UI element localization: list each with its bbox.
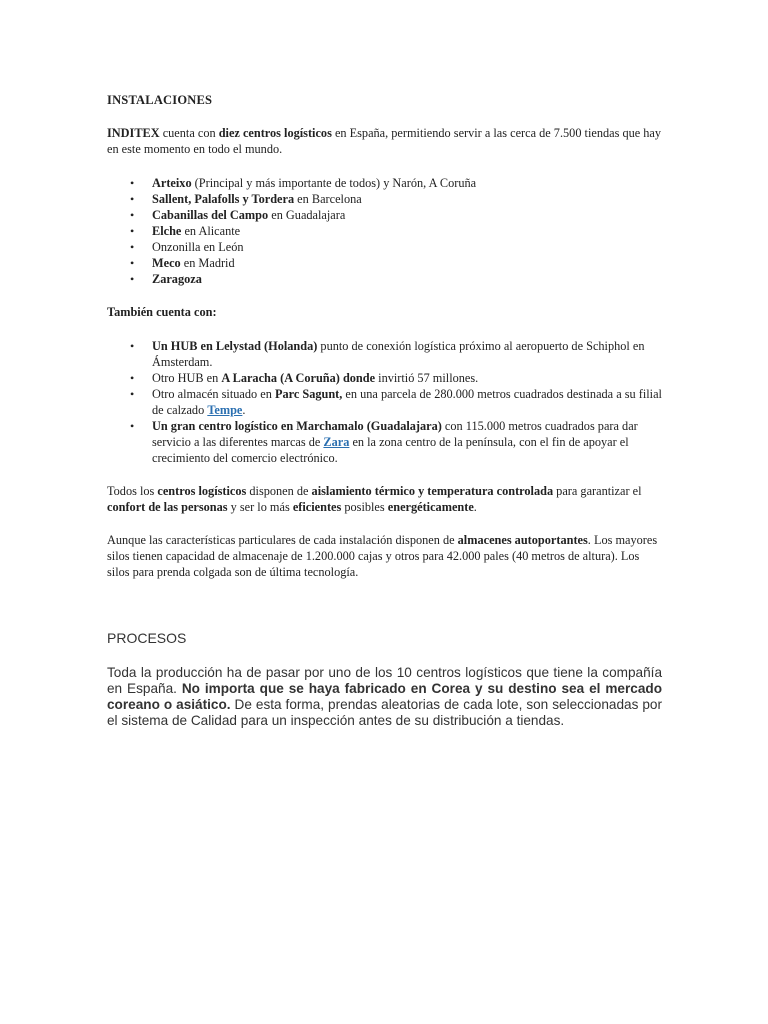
heading-instalaciones: INSTALACIONES — [107, 93, 213, 107]
link-zara[interactable]: Zara — [323, 435, 350, 449]
link-tempe[interactable]: Tempe — [207, 403, 243, 417]
subheading-tambien: También cuenta con: — [107, 305, 217, 319]
paragraph-centros: Todos los centros logísticos disponen de aislamiento térmico y temperatura controlada para garantizar el confort de las personas y ser lo más eficientes posibles energéticamente. — [107, 484, 642, 514]
list-item: • Meco en Madrid — [107, 255, 663, 271]
list-item: • Otro almacén situado en Parc Sagunt, en una parcela de 280.000 metros cuadrados destinada a su filial de calzado Tempe. — [107, 386, 663, 418]
list-item: • Otro HUB en A Laracha (A Coruña) donde invirtió 57 millones. — [107, 370, 663, 386]
logistic-centers-list — [107, 175, 663, 287]
brand-inditex: INDITEX — [107, 126, 160, 140]
list-item: • Zaragoza — [107, 271, 663, 287]
list-item: • Onzonilla en León — [107, 239, 663, 255]
list-item: • Un HUB en Lelystad (Holanda) punto de conexión logística próximo al aeropuerto de Schiphol en Ámsterdam. — [107, 338, 663, 370]
list-item: • Cabanillas del Campo en Guadalajara — [107, 207, 663, 223]
other-facilities-list — [107, 338, 663, 466]
list-item: • Elche en Alicante — [107, 223, 663, 239]
intro-paragraph: INDITEX cuenta con diez centros logísticos en España, permitiendo servir a las cerca de 7.500 tiendas que hay en este momento en todo el mundo. — [107, 126, 662, 156]
list-item: • Un gran centro logístico en Marchamalo (Guadalajara) con 115.000 metros cuadrados para dar servicio a las diferentes marcas de Zara en la zona centro de la península, con el fin de apoyar el crecimiento del comercio electrónico. — [107, 418, 663, 466]
paragraph-almacenes: Aunque las características particulares de cada instalación disponen de almacenes autoportantes. Los mayores silos tienen capacidad de almacenaje de 1.200.000 cajas y otros para 42.000 pales (40 metros de altura). Los silos para prenda colgada son de última tecnología. — [107, 533, 658, 579]
list-item: • Arteixo (Principal y más importante de todos) y Narón, A Coruña — [107, 175, 663, 191]
list-item: • Sallent, Palafolls y Tordera en Barcelona — [107, 191, 663, 207]
heading-procesos: PROCESOS — [107, 630, 187, 646]
paragraph-procesos: Toda la producción ha de pasar por uno de los 10 centros logísticos que tiene la compañía en España. No importa que se haya fabricado en Corea y su destino sea el mercado coreano o asiático. De esta forma, prendas aleatorias de cada lote, son seleccionadas por el sistema de Calidad para un inspección antes de su distribución a tiendas. — [107, 665, 662, 728]
